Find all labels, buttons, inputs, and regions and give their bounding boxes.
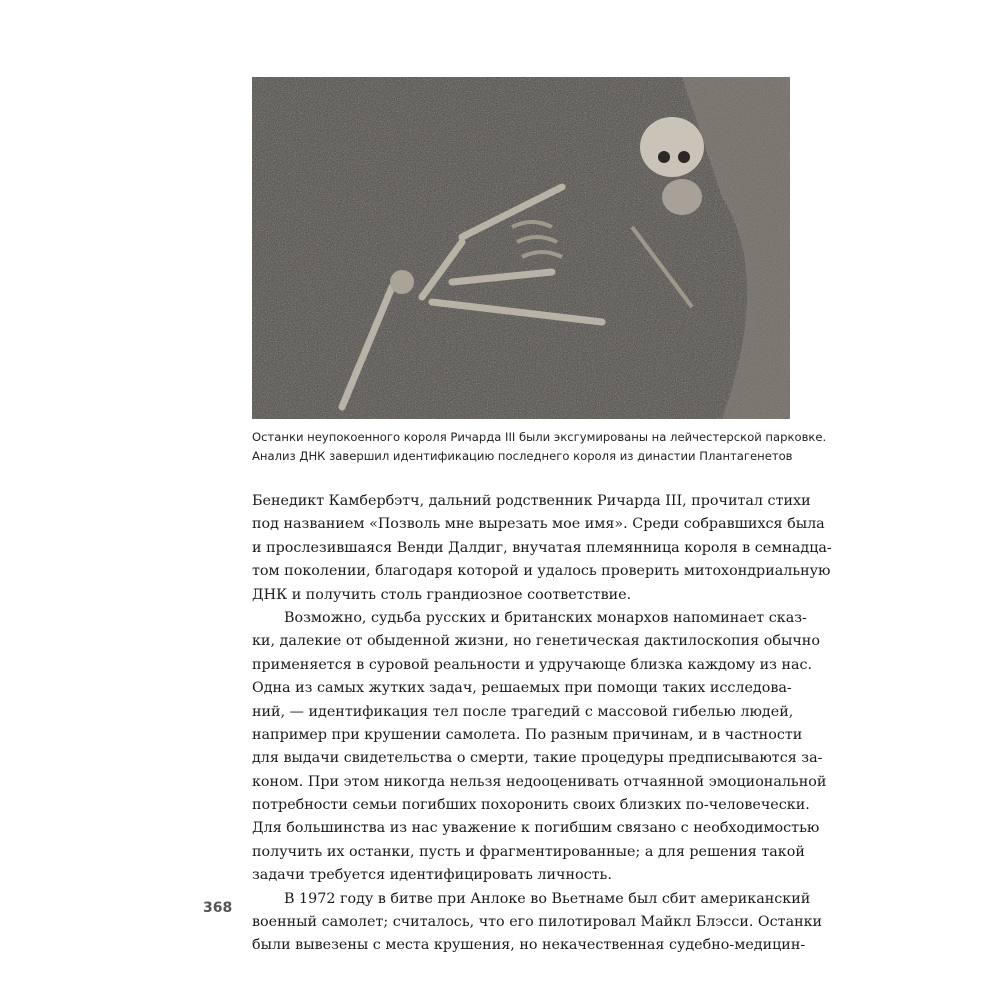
text-line: и прослезившаяся Венди Далдиг, внучатая племянница короля в семнадца- (252, 539, 832, 556)
text-line: коном. При этом никогда нельзя недооценивать отчаянной эмоциональной (252, 773, 827, 790)
text-line: например при крушении самолета. По разным причинам, и в частности (252, 726, 803, 743)
paragraph (252, 490, 832, 607)
page-number: 368 (203, 900, 233, 916)
text-line: том поколении, благодаря которой и удалось проверить митохондриальную (252, 563, 831, 580)
text-line: Возможно, судьба русских и британских монархов напоминает сказ- (284, 609, 807, 626)
body-text (252, 490, 832, 958)
text-line: ний, — идентификация тел после трагедий с массовой гибелью людей, (252, 703, 794, 720)
text-line: ДНК и получить столь грандиозное соответствие. (252, 586, 632, 603)
text-line: применяется в суровой реальности и удручающе близка каждому из нас. (252, 656, 813, 673)
text-line: были вывезены с места крушения, но некачественная судебно-медицин- (252, 937, 806, 954)
caption-line: Анализ ДНК завершил идентификацию последнего короля из династии Плантагенетов (252, 449, 793, 463)
caption-line: Останки неупокоенного короля Ричарда III были эксгумированы на лейчестерской парковке. (252, 430, 827, 444)
text-line: В 1972 году в битве при Анлоке во Вьетнаме был сбит американский (284, 890, 811, 907)
text-line: для выдачи свидетельства о смерти, такие процедуры предписываются за- (252, 750, 823, 767)
text-line: потребности семьи погибших похоронить своих близких по-человечески. (252, 797, 810, 814)
text-line: Бенедикт Камбербэтч, дальний родственник Ричарда III, прочитал стихи (252, 493, 811, 509)
text-line: ки, далекие от обыденной жизни, но генетическая дактилоскопия обычно (252, 633, 820, 650)
text-line: Для большинства из нас уважение к погибшим связано с необходимостью (252, 820, 820, 837)
paragraph (252, 607, 827, 888)
photo-caption (252, 428, 827, 466)
text-line: получить их останки, пусть и фрагментированные; а для решения такой (252, 843, 805, 860)
text-line: военный самолет; считалось, что его пилотировал Майкл Блэсси. Останки (252, 914, 823, 931)
paragraph (252, 888, 823, 958)
text-line: задачи требуется идентифицировать личность. (252, 867, 612, 884)
skeleton-excavation-photo (252, 77, 790, 419)
text-line: Одна из самых жутких задач, решаемых при помощи таких исследова- (252, 680, 792, 697)
text-line: под названием «Позволь мне вырезать мое имя». Среди собравшихся была (252, 516, 825, 533)
